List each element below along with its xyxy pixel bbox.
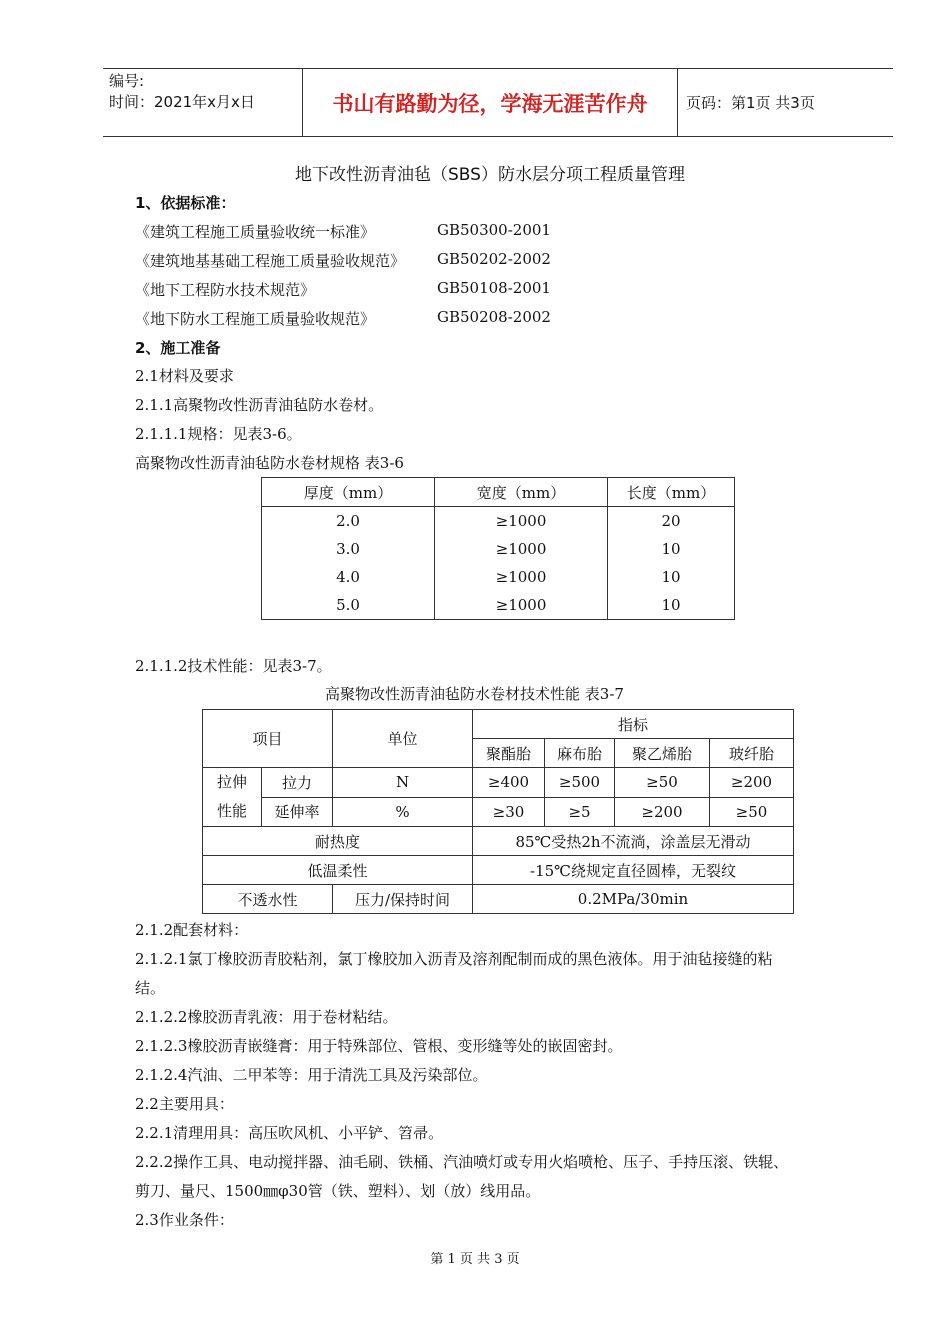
table2-header-item: 项目: [203, 710, 333, 768]
paragraph-2-1-1-1: 2.1.1.1规格：见表3-6。: [135, 425, 302, 443]
table1-cell: 10: [608, 535, 735, 563]
header-meta: [103, 69, 303, 136]
page-footer: 第 1 页 共 3 页: [430, 1252, 520, 1267]
table1-cell: 10: [608, 563, 735, 591]
standard-code: GB50208-2002: [437, 308, 551, 326]
table1-cell: 20: [608, 507, 735, 536]
table1-header: 宽度（mm）: [435, 478, 608, 507]
table2-cell: ≥200: [615, 797, 710, 827]
table2-cell: ≥50: [710, 797, 794, 827]
table2-row-label: 延伸率: [262, 797, 333, 827]
table2-cell: ≥50: [615, 768, 710, 798]
table1-cell: 5.0: [262, 591, 435, 620]
standard-code: GB50108-2001: [437, 279, 551, 297]
standard-name: 《地下防水工程施工质量验收规范》: [135, 310, 376, 328]
table2-cell: -15℃绕规定直径圆棒，无裂纹: [473, 856, 794, 885]
table2-subheader: 玻纤胎: [710, 739, 794, 768]
paragraph-2-2-1: 2.2.1清理用具：高压吹风机、小平铲、笤帚。: [135, 1124, 444, 1142]
table2-header-index: 指标: [473, 710, 794, 739]
table2-cell: ≥200: [710, 768, 794, 798]
table1-cell: 10: [608, 591, 735, 620]
table2-cell: 85℃受热2h不流淌，涂盖层无滑动: [473, 827, 794, 856]
table2-row-label: 低温柔性: [203, 856, 473, 885]
time-label: 时间：2021年x月x日: [109, 93, 255, 111]
table2-cell: ≥5: [545, 797, 615, 827]
number-label: 编号:: [109, 72, 145, 90]
paragraph-2-1-2-2: 2.1.2.2橡胶沥青乳液：用于卷材粘结。: [135, 1008, 398, 1026]
table1-cell: 3.0: [262, 535, 435, 563]
paragraph-2-1-2-3: 2.1.2.3橡胶沥青嵌缝膏：用于特殊部位、管根、变形缝等处的嵌固密封。: [135, 1037, 623, 1055]
standard-name: 《建筑工程施工质量验收统一标准》: [135, 223, 376, 241]
table2-row-label: 拉力: [262, 768, 333, 798]
standard-code: GB50300-2001: [437, 221, 551, 239]
table2-caption: 高聚物改性沥青油毡防水卷材技术性能 表3-7: [325, 685, 624, 703]
standard-name: 《地下工程防水技术规范》: [135, 281, 316, 299]
table2-tensile-label: [203, 768, 262, 827]
table2-cell: ≥30: [473, 797, 545, 827]
table2-unit-cell: 压力/保持时间: [333, 885, 473, 914]
section-1-heading: 1、依据标准：: [135, 194, 236, 212]
table1-cell: 2.0: [262, 507, 435, 536]
paragraph-2-1: 2.1材料及要求: [135, 367, 234, 385]
paragraph-2-2-2: 2.2.2操作工具、电动搅拌器、油毛刷、铁桶、汽油喷灯或专用火焰喷枪、压子、手持压滚、铁辊、: [135, 1153, 789, 1171]
table2-subheader: 聚乙烯胎: [615, 739, 710, 768]
table1-cell: ≥1000: [435, 591, 608, 620]
standard-code: GB50202-2002: [437, 250, 551, 268]
paragraph-2-1-2-4: 2.1.2.4汽油、二甲苯等：用于清洗工具及污染部位。: [135, 1066, 488, 1084]
tensile-label-line2: 性能: [216, 802, 247, 820]
table1-cell: ≥1000: [435, 535, 608, 563]
table1-header: 长度（mm）: [608, 478, 735, 507]
table2-unit-cell: N: [333, 768, 473, 798]
paragraph-2-1-2-1: 2.1.2.1氯丁橡胶沥青胶粘剂，氯丁橡胶加入沥青及溶剂配制而成的黑色液体。用于油毡接缝的粘: [135, 950, 773, 968]
paragraph-2-3: 2.3作业条件：: [135, 1211, 234, 1229]
page-header: [103, 68, 893, 137]
table2-header-unit: 单位: [333, 710, 473, 768]
table2-subheader: 麻布胎: [545, 739, 615, 768]
table2-unit-cell: %: [333, 797, 473, 827]
table2-cell: 0.2MPa/30min: [473, 885, 794, 914]
table2-cell: ≥500: [545, 768, 615, 798]
paragraph-2-2: 2.2主要用具：: [135, 1095, 234, 1113]
performance-table: [202, 709, 794, 914]
table1-caption: 高聚物改性沥青油毡防水卷材规格 表3-6: [135, 454, 404, 472]
table2-cell: ≥400: [473, 768, 545, 798]
paragraph-2-1-2: 2.1.2配套材料：: [135, 921, 249, 939]
document-title: 地下改性沥青油毡（SBS）防水层分项工程质量管理: [295, 165, 685, 185]
spec-table: [261, 477, 735, 620]
paragraph-2-1-1-2: 2.1.1.2技术性能：见表3-7。: [135, 657, 332, 675]
header-page-label: 页码：第1页 共3页: [686, 94, 815, 112]
table2-row-label: 耐热度: [203, 827, 473, 856]
section-2-heading: 2、施工准备: [135, 339, 221, 357]
table2-subheader: 聚酯胎: [473, 739, 545, 768]
standard-name: 《建筑地基基础工程施工质量验收规范》: [135, 252, 406, 270]
paragraph-2-2-2-cont: 剪刀、量尺、1500㎜φ30管（铁、塑料）、划（放）线用品。: [135, 1182, 541, 1200]
paragraph-2-1-1: 2.1.1高聚物改性沥青油毡防水卷材。: [135, 396, 384, 414]
table1-cell: ≥1000: [435, 507, 608, 536]
header-motto: 书山有路勤为径，学海无涯苦作舟: [303, 69, 678, 136]
table2-row-label: 不透水性: [203, 885, 333, 914]
tensile-label-line1: 拉伸: [216, 773, 247, 791]
table1-cell: 4.0: [262, 563, 435, 591]
paragraph-2-1-2-1-cont: 结。: [135, 979, 166, 997]
table1-cell: ≥1000: [435, 563, 608, 591]
table1-header: 厚度（mm）: [262, 478, 435, 507]
